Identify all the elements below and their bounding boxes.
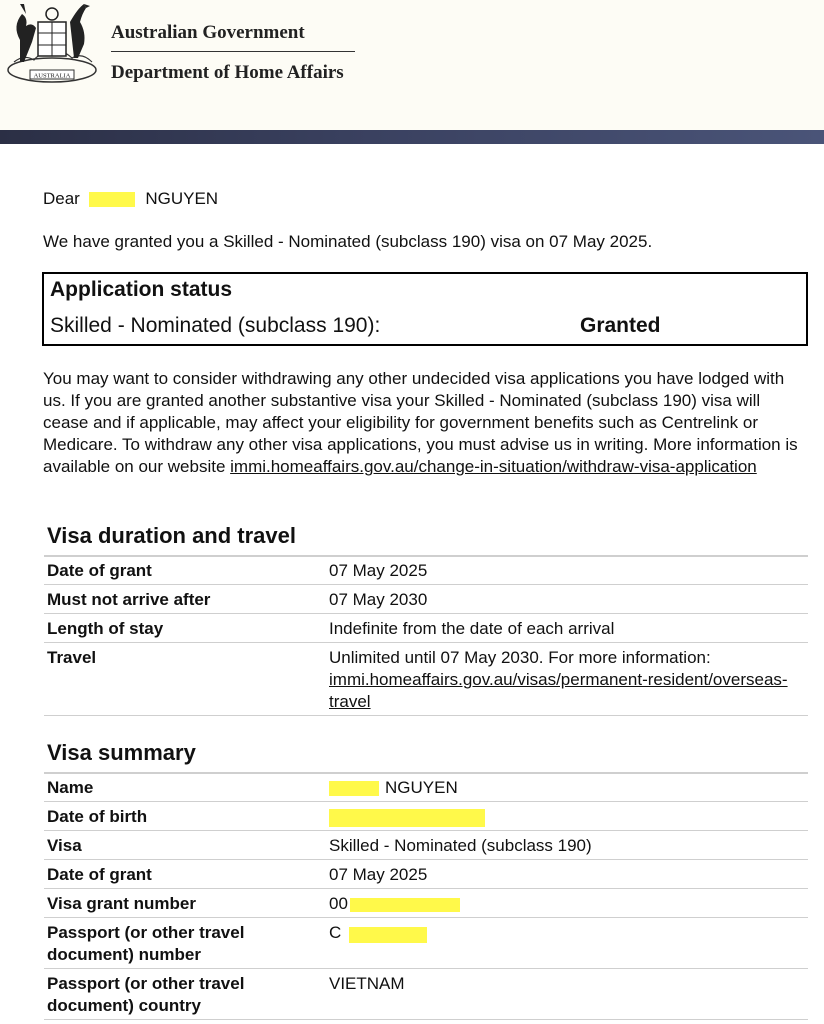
department-title: Department of Home Affairs — [111, 62, 344, 83]
row-label: Travel — [47, 648, 97, 667]
header-rule — [111, 51, 355, 52]
table-row — [44, 860, 808, 889]
paragraph-text: You may want to consider withdrawing any other undecided visa applications you have lodged with us. If you are granted another substantive visa your Skilled - Nominated (subclass 190) visa will cease and if applicable, may affect your eligibility for government benefits such as Centrelink or Medicare. To withdraw any other visa applications, you must advise us in writing. More information is available on our website — [43, 369, 798, 476]
row-value — [329, 922, 799, 944]
row-label: Visa grant number — [47, 894, 196, 913]
table-row — [44, 614, 808, 643]
table-row — [44, 969, 808, 1020]
redacted-passport-number — [349, 927, 427, 943]
salutation — [43, 188, 218, 210]
table-row — [44, 585, 808, 614]
row-value: Skilled - Nominated (subclass 190) — [329, 836, 592, 855]
row-label: Must not arrive after — [47, 590, 211, 609]
row-value: 07 May 2025 — [329, 561, 428, 580]
summary-section-title: Visa summary — [47, 740, 196, 765]
svg-text:AUSTRALIA: AUSTRALIA — [33, 72, 71, 80]
coat-of-arms-logo — [0, 0, 104, 86]
duration-section-title: Visa duration and travel — [47, 523, 297, 548]
row-value — [329, 893, 799, 915]
overseas-travel-link[interactable]: immi.homeaffairs.gov.au/visas/permanent-resident/overseas-travel — [329, 670, 788, 711]
redacted-date-of-birth — [329, 809, 485, 827]
salutation-surname: NGUYEN — [145, 189, 219, 208]
row-label: Date of grant — [47, 865, 152, 884]
redacted-grant-number — [350, 898, 460, 912]
row-label: Visa — [47, 836, 82, 855]
row-value — [329, 777, 799, 799]
grant-number-prefix: 00 — [329, 894, 348, 913]
withdraw-visa-link[interactable]: immi.homeaffairs.gov.au/change-in-situation/withdraw-visa-application — [230, 457, 757, 476]
row-label: Passport (or other travel document) number — [47, 923, 245, 964]
name-surname: NGUYEN — [385, 778, 458, 797]
application-status-box — [42, 272, 808, 346]
row-value: 07 May 2025 — [329, 865, 428, 884]
row-label: Passport (or other travel document) country — [47, 974, 245, 1015]
row-value — [329, 806, 799, 828]
row-value — [329, 647, 799, 713]
status-heading: Application status — [50, 278, 233, 301]
row-value: Indefinite from the date of each arrival — [329, 619, 615, 638]
table-row — [44, 802, 808, 831]
table-row — [44, 831, 808, 860]
redacted-given-name — [329, 781, 379, 796]
status-value: Granted — [580, 314, 661, 337]
row-label: Length of stay — [47, 619, 164, 638]
row-label: Name — [47, 778, 94, 797]
table-row — [44, 918, 808, 969]
table-row — [44, 556, 808, 585]
status-visa-label: Skilled - Nominated (subclass 190): — [50, 314, 381, 337]
withdraw-paragraph — [43, 368, 803, 478]
table-row — [44, 889, 808, 918]
passport-number-prefix: C — [329, 923, 342, 942]
row-label: Date of grant — [47, 561, 152, 580]
letterhead — [0, 0, 824, 130]
government-title: Australian Government — [111, 22, 305, 43]
grant-sentence: We have granted you a Skilled - Nominated (subclass 190) visa on 07 May 2025. — [43, 232, 653, 251]
table-row — [44, 773, 808, 802]
row-value: VIETNAM — [329, 974, 405, 993]
salutation-word: Dear — [43, 189, 80, 208]
table-row — [44, 643, 808, 716]
row-value: 07 May 2030 — [329, 590, 428, 609]
row-label: Date of birth — [47, 807, 148, 826]
header-band — [0, 130, 824, 144]
redacted-given-name — [89, 192, 135, 207]
travel-value-text: Unlimited until 07 May 2030. For more information: — [329, 648, 711, 667]
